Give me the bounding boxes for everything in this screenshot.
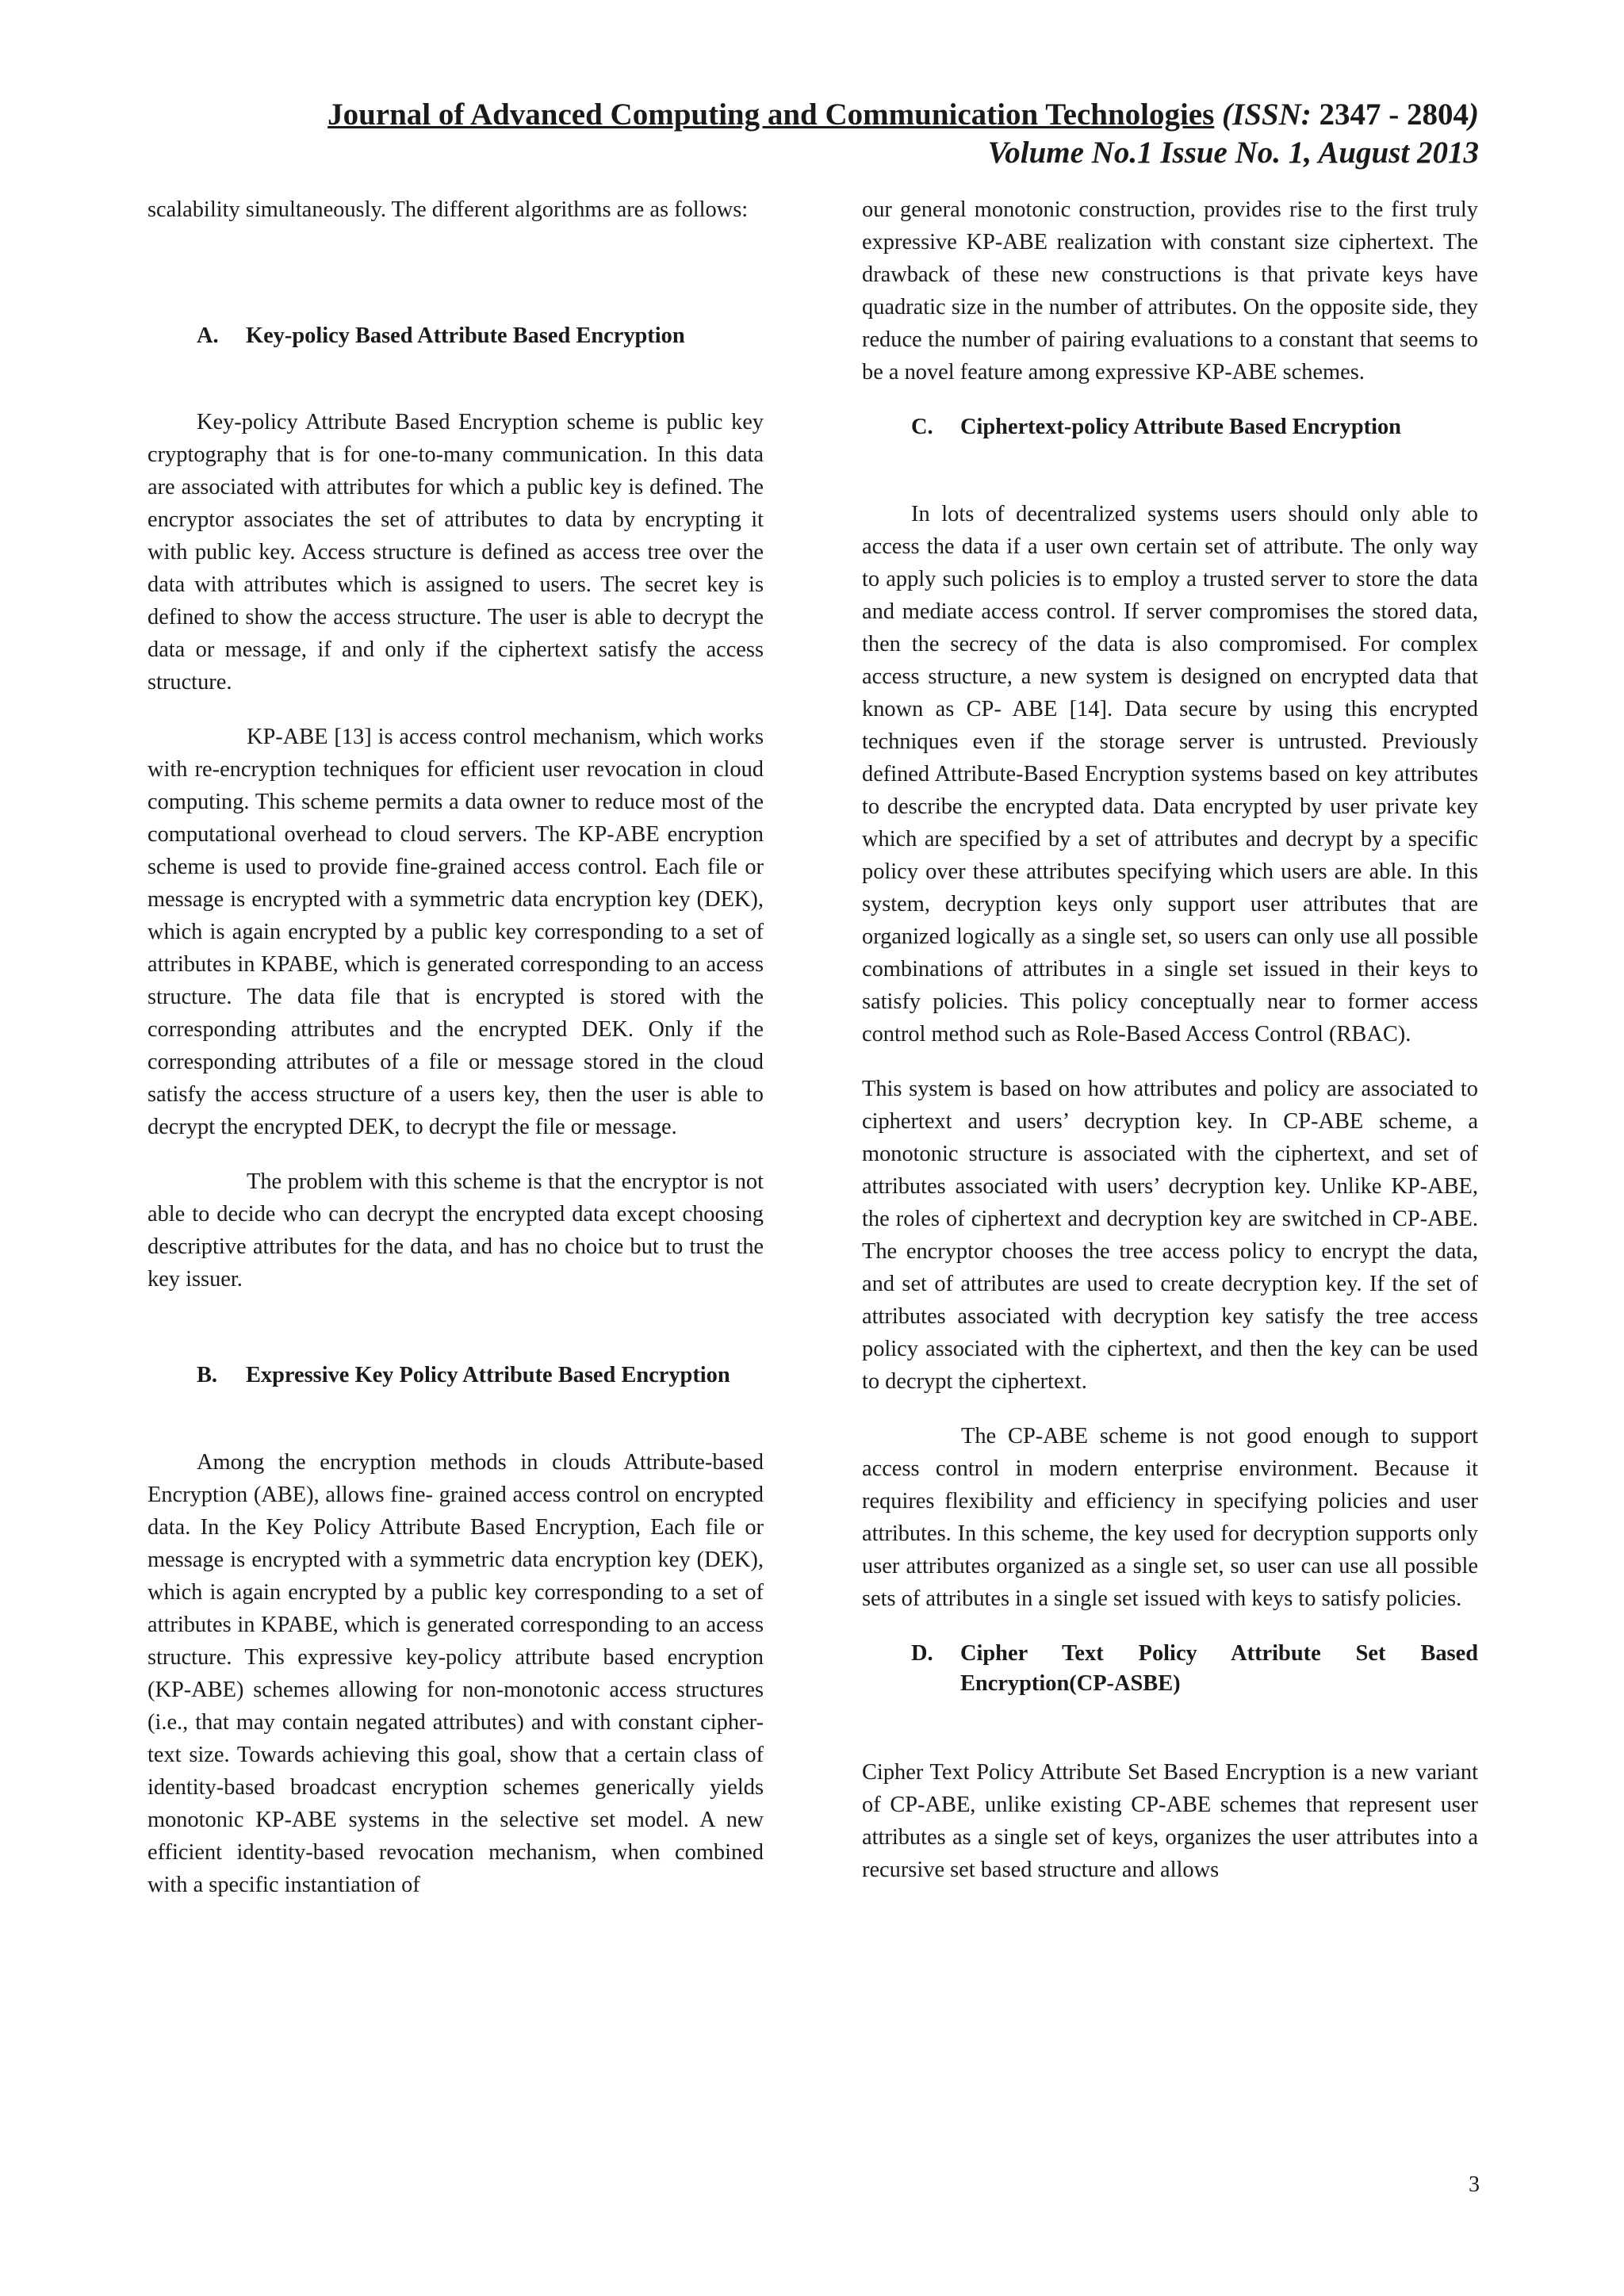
issn-label: (ISSN: xyxy=(1222,98,1312,132)
section-d-paragraph-1: Cipher Text Policy Attribute Set Based Encryption is a new variant of CP-ABE, unlike existing CP-ABE schemes that represent user attributes as a single set of keys, organizes the user attributes into a recursive set based structure and allows xyxy=(862,1760,1478,1882)
section-c-paragraph-1: In lots of decentralized systems users should only able to access the data if a user own certain set of attribute. The only way to apply such policies is to employ a trusted server to store the data and mediate access control. If server compromises the stored data, then the secrecy of the data is also compromised. For complex access structure, a new system is designed on encrypted data that known as CP- ABE [14]. Data secure by using this encrypted techniques even if the storage server is untrusted. Previously defined Attribute-Based Encryption systems based on key attributes to describe the encrypted data. Data encrypted by user private key which are specified by a set of attributes and decrypt by a specific policy over these attributes specifying which users are able. In this system, decryption keys only support user attributes that are organized logically as a single set, so users can only use all possible combinations of attributes in a single set issued in their keys to satisfy policies. This policy conceptually near to former access control method such as Role-Based Access Control (RBAC). xyxy=(862,502,1478,1047)
section-a-title: Key-policy Based Attribute Based Encryption xyxy=(246,323,685,348)
page-number: 3 xyxy=(1469,2172,1480,2197)
section-c-paragraph-2: This system is based on how attributes and policy are associated to ciphertext and users’ decryption key. In CP-ABE scheme, a monotonic structure is associated with the ciphertext, and set of attributes associated with users’ decryption key. Unlike KP-ABE, the roles of ciphertext and decryption key are switched in CP-ABE. The encryptor chooses the tree access policy to encrypt the data, and set of attributes are used to create decryption key. If the set of attributes associated with decryption key satisfy the tree access policy associated with the ciphertext, and then the key can be used to decrypt the ciphertext. xyxy=(862,1077,1478,1394)
section-a-heading xyxy=(147,321,764,351)
section-d-number: D. xyxy=(911,1641,933,1666)
section-a-paragraph-3: The problem with this scheme is that the encryptor is not able to decide who can decrypt the encrypted data except choosing descriptive attributes for the data, and has no choice but to trust the key issuer. xyxy=(147,1169,764,1292)
volume-line: Volume No.1 Issue No. 1, August 2013 xyxy=(987,136,1479,170)
section-b-number: B. xyxy=(197,1363,218,1387)
section-a-number: A. xyxy=(197,323,219,348)
section-c-number: C. xyxy=(911,415,933,439)
section-c-paragraph-3: The CP-ABE scheme is not good enough to support access control in modern enterprise environment. Because it requires flexibility and efficiency in specifying policies and user attributes. In this scheme, the key used for decryption supports only user attributes organized as a single set, so user can use all possible sets of attributes in a single set issued with keys to satisfy policies. xyxy=(862,1424,1478,1611)
section-d-heading xyxy=(862,1639,1478,1699)
continuation-paragraph: our general monotonic construction, provides rise to the first truly expressive KP-ABE realization with constant size ciphertext. The drawback of these new constructions is that private keys have quadratic size in the number of attributes. On the opposite side, they reduce the number of pairing evaluations to a constant that seems to be a novel feature among expressive KP-ABE schemes. xyxy=(862,197,1478,385)
left-column xyxy=(147,193,764,1901)
section-d-title: Cipher Text Policy Attribute Set Based Encryption(CP-ASBE) xyxy=(960,1641,1478,1696)
section-b-paragraph-1: Among the encryption methods in clouds Attribute-based Encryption (ABE), allows fine- grained access control on encrypted data. In the Key Policy Attribute Based Encryption, Each file or message is encrypted with a symmetric data encryption key (DEK), which is again encrypted by a public key corresponding to a set of attributes in KPABE, which is generated corresponding to an access structure. This expressive key-policy attribute based encryption (KP-ABE) schemes allowing for non-monotonic access structures (i.e., that may contain negated attributes) and with constant cipher-text size. Towards achieving this goal, show that a certain class of identity-based broadcast encryption schemes generically yields monotonic KP-ABE systems in the selective set model. A new efficient identity-based revocation mechanism, when combined with a specific instantiation of xyxy=(147,1450,764,1897)
intro-paragraph: scalability simultaneously. The different algorithms are as follows: xyxy=(147,197,749,222)
issn-close: ) xyxy=(1469,98,1479,132)
issn-number: 2347 - 2804 xyxy=(1319,98,1469,132)
section-a-paragraph-2: KP-ABE [13] is access control mechanism, which works with re-encryption techniques for efficient user revocation in cloud computing. This scheme permits a data owner to reduce most of the computational overhead to cloud servers. The KP-ABE encryption scheme is used to provide fine-grained access control. Each file or message is encrypted with a symmetric data encryption key (DEK), which is again encrypted by a public key corresponding to a set of attributes in KPABE, which is generated corresponding to an access structure. The data file that is encrypted is stored with the corresponding attributes and the encrypted DEK. Only if the corresponding attributes of a file or message stored in the cloud satisfy the access structure of a users key, then the user is able to decrypt the encrypted DEK, to decrypt the file or message. xyxy=(147,725,764,1139)
right-column xyxy=(862,193,1478,1886)
section-b-heading xyxy=(147,1360,764,1391)
section-c-heading xyxy=(862,412,1478,442)
section-b-title: Expressive Key Policy Attribute Based Encryption xyxy=(246,1363,730,1387)
section-c-title: Ciphertext-policy Attribute Based Encryption xyxy=(960,415,1401,439)
section-a-paragraph-1: Key-policy Attribute Based Encryption scheme is public key cryptography that is for one-to-many communication. In this data are associated with attributes for which a public key is defined. The encryptor associates the set of attributes to data by encrypting it with public key. Access structure is defined as access tree over the data with attributes which is assigned to users. The secret key is defined to show the access structure. The user is able to decrypt the data or message, if and only if the ciphertext satisfy the access structure. xyxy=(147,410,764,695)
journal-header xyxy=(238,97,1479,132)
journal-name: Journal of Advanced Computing and Communication Technologies xyxy=(327,98,1215,132)
